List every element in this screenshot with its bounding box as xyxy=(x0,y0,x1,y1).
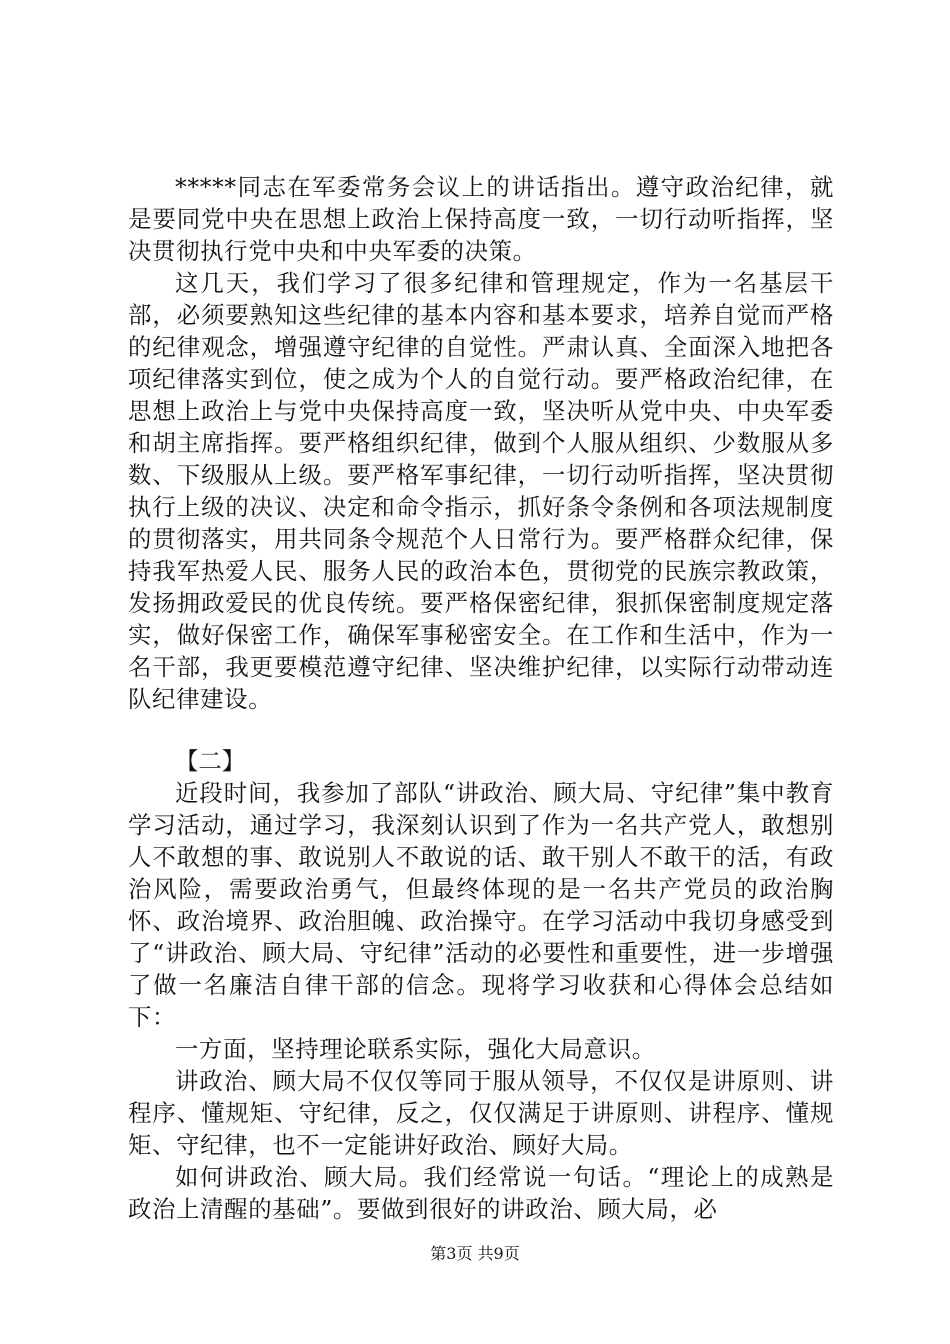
section-heading: 【二】 xyxy=(175,747,246,775)
paragraph-1: *****同志在军委常务会议上的讲话指出。遵守政治纪律，就是要同党中央在思想上政治上保持高度一致，一切行动听指挥，坚决贯彻执行党中央和中央军委的决策。 xyxy=(128,173,834,265)
document-body xyxy=(128,171,834,1225)
paragraph-2: 这几天，我们学习了很多纪律和管理规定，作为一名基层干部，必须要熟知这些纪律的基本内容和基本要求，培养自觉而严格的纪律观念，增强遵守纪律的自觉性。严肃认真、全面深入地把各项纪律落实到位，使之成为个人的自觉行动。要严格政治纪律，在思想上政治上与党中央保持高度一致，坚决听从党中央、中央军委和胡主席指挥。要严格组织纪律，做到个人服从组织、少数服从多数、下级服从上级。要严格军事纪律，一切行动听指挥，坚决贯彻执行上级的决议、决定和命令指示，抓好条令条例和各项法规制度的贯彻落实，用共同条令规范个人日常行为。要严格群众纪律，保持我军热爱人民、服务人民的政治本色，贯彻党的民族宗教政策，发扬拥政爱民的优良传统。要严格保密纪律，狠抓保密制度规定落实，做好保密工作，确保军事秘密安全。在工作和生活中，作为一名干部，我更要模范遵守纪律、坚决维护纪律，以实际行动带动连队纪律建设。 xyxy=(128,269,834,713)
section-paragraph-1: 近段时间，我参加了部队“讲政治、顾大局、守纪律”集中教育学习活动，通过学习，我深刻认识到了作为一名共产党人，敢想别人不敢想的事、敢说别人不敢说的话、敢干别人不敢干的活，有政治风险，需要政治勇气，但最终体现的是一名共产党员的政治胸怀、政治境界、政治胆魄、政治操守。在学习活动中我切身感受到了“讲政治、顾大局、守纪律”活动的必要性和重要性，进一步增强了做一名廉洁自律干部的信念。现将学习收获和心得体会总结如下： xyxy=(128,779,834,1031)
section-paragraph-2: 一方面，坚持理论联系实际，强化大局意识。 xyxy=(175,1035,656,1063)
section-paragraph-3: 讲政治、顾大局不仅仅等同于服从领导，不仅仅是讲原则、讲程序、懂规矩、守纪律，反之，仅仅满足于讲原则、讲程序、懂规矩、守纪律，也不一定能讲好政治、顾好大局。 xyxy=(128,1067,834,1159)
page-number-footer: 第3页 共9页 xyxy=(430,1244,520,1263)
section-paragraph-4: 如何讲政治、顾大局。我们经常说一句话。“理论上的成熟是政治上清醒的基础”。要做到很好的讲政治、顾大局，必 xyxy=(128,1163,834,1223)
